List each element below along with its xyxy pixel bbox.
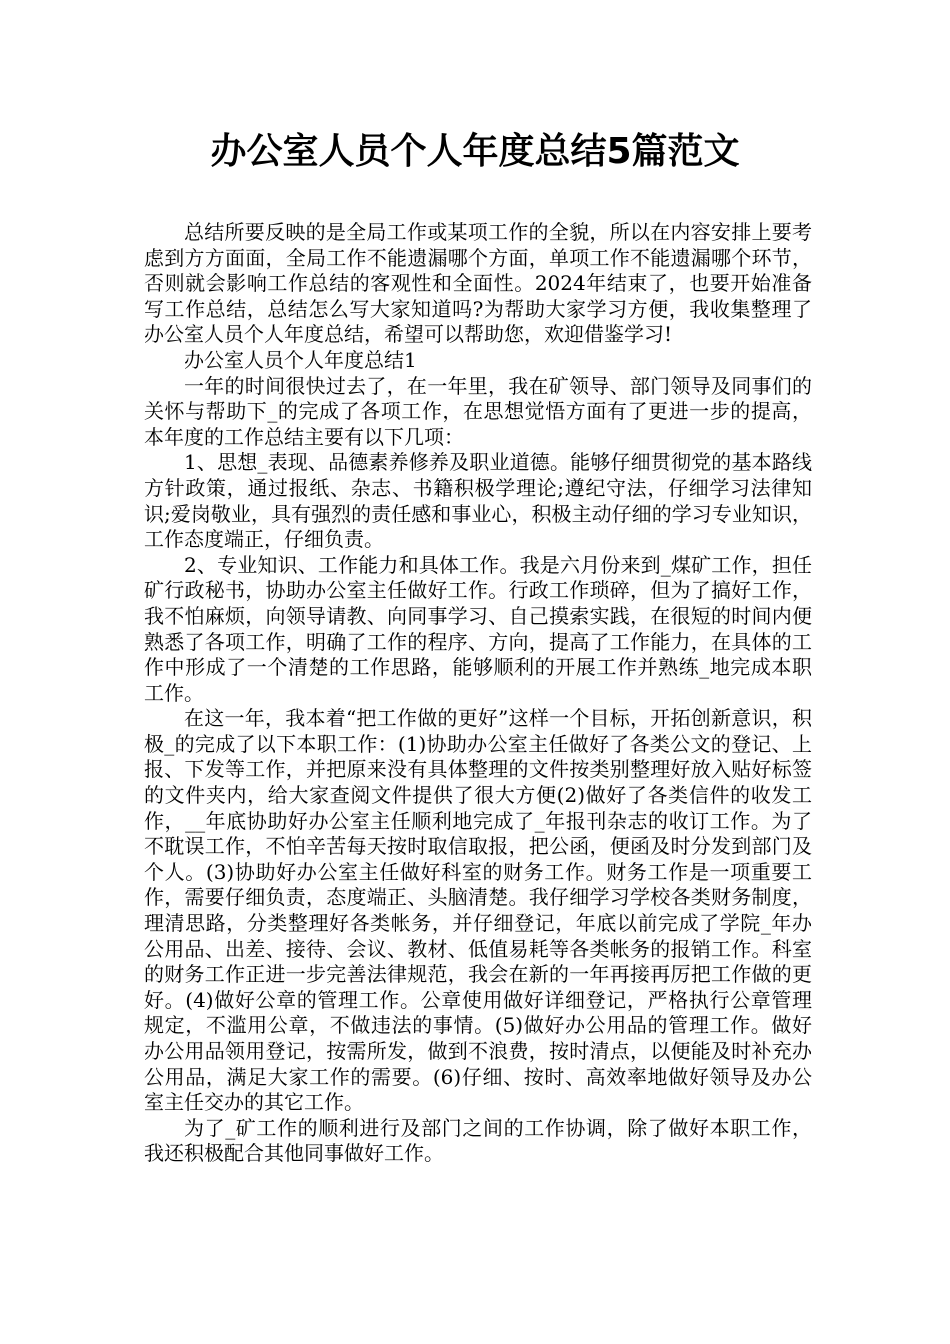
body-paragraph: 一年的时间很快过去了，在一年里，我在矿领导、部门领导及同事们的关怀与帮助下_的完成了各项工作，在思想觉悟方面有了更进一步的提高，本年度的工作总结主要有以下几项： bbox=[144, 373, 812, 449]
section-heading: 办公室人员个人年度总结1 bbox=[184, 347, 417, 372]
body-paragraph: 在这一年，我本着“把工作做的更好”这样一个目标，开拓创新意识，积极_的完成了以下本职工作：(1)协助办公室主任做好了各类公文的登记、上报、下发等工作，并把原来没有具体整理的文件按类别整理好放入贴好标签的文件夹内，给大家查阅文件提供了很大方便(2)做好了各类信件的收发工作，__年底协助好办公室主任顺利地完成了_年报刊杂志的收订工作。为了不耽误工作，不怕辛苦每天按时取信取报，把公函，便函及时分发到部门及个人。(3)协助好办公室主任做好科室的财务工作。财务工作是一项重要工作，需要仔细负责，态度端正、头脑清楚。我仔细学习学校各类财务制度，理清思路，分类整理好各类帐务，并仔细登记，年底以前完成了学院_年办公用品、出差、接待、会议、教材、低值易耗等各类帐务的报销工作。科室的财务工作正进一步完善法律规范，我会在新的一年再接再厉把工作做的更好。(4)做好公章的管理工作。公章使用做好详细登记，严格执行公章管理规定，不滥用公章，不做违法的事情。(5)做好办公用品的管理工作。做好办公用品领用登记，按需所发，做到不浪费，按时清点，以便能及时补充办公用品，满足大家工作的需要。(6)仔细、按时、高效率地做好领导及办公室主任交办的其它工作。 bbox=[144, 706, 812, 1115]
intro-paragraph: 总结所要反映的是全局工作或某项工作的全貌，所以在内容安排上要考虑到方方面面，全局工作不能遗漏哪个方面，单项工作不能遗漏哪个环节，否则就会影响工作总结的客观性和全面性。2024年结束了，也要开始准备写工作总结，总结怎么写大家知道吗?为帮助大家学习方便，我收集整理了办公室人员个人年度总结，希望可以帮助您，欢迎借鉴学习! bbox=[144, 220, 812, 347]
body-paragraph: 1、思想_表现、品德素养修养及职业道德。能够仔细贯彻党的基本路线方针政策，通过报纸、杂志、书籍积极学理论;遵纪守法，仔细学习法律知识;爱岗敬业，具有强烈的责任感和事业心，积极主动仔细的学习专业知识，工作态度端正，仔细负责。 bbox=[144, 450, 812, 552]
document-title: 办公室人员个人年度总结5篇范文 bbox=[210, 131, 740, 172]
document-body bbox=[144, 220, 812, 1167]
body-paragraph: 2、专业知识、工作能力和具体工作。我是六月份来到_煤矿工作，担任矿行政秘书，协助办公室主任做好工作。行政工作琐碎，但为了搞好工作，我不怕麻烦，向领导请教、向同事学习、自己摸索实践，在很短的时间内便熟悉了各项工作，明确了工作的程序、方向，提高了工作能力，在具体的工作中形成了一个清楚的工作思路，能够顺利的开展工作并熟练_地完成本职工作。 bbox=[144, 552, 812, 705]
body-paragraph: 为了_矿工作的顺利进行及部门之间的工作协调，除了做好本职工作，我还积极配合其他同事做好工作。 bbox=[144, 1115, 812, 1166]
